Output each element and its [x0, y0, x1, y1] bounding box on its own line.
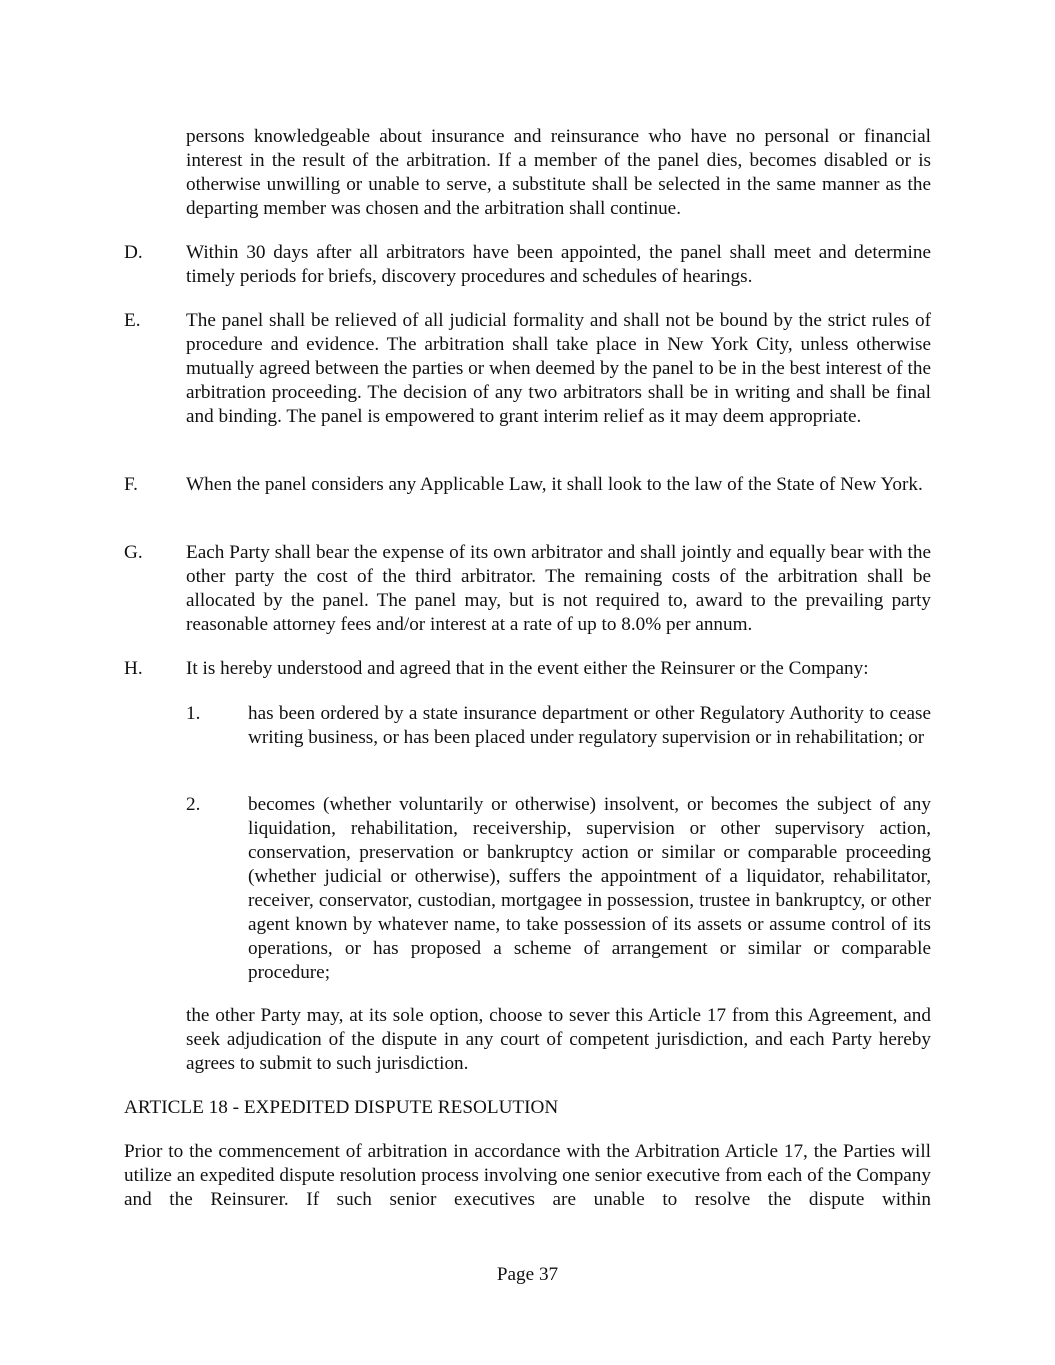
- sub-item-2-text: becomes (whether voluntarily or otherwise) insolvent, or becomes the subject of any liquidation, rehabilitation, receivership, supervision or other supervisory action, conservation, preservation or bankruptcy action or similar or comparable proceeding (whether judicial or otherwise), suffers the appointment of a liquidator, rehabilitator, receiver, conservator, custodian, mortgagee in possession, trustee in bankruptcy, or other agent known by whatever name, to take possession of its assets or assume control of its operations, or has proposed a scheme of arrangement or similar or comparable procedure;: [248, 794, 931, 983]
- item-f-text: When the panel considers any Applicable Law, it shall look to the law of the State of New York.: [186, 474, 923, 495]
- item-f-label: F.: [124, 474, 138, 495]
- intro-paragraph: persons knowledgeable about insurance and reinsurance who have no personal or financial interest in the result of the arbitration. If a member of the panel dies, becomes disabled or is otherwise unwilling or unable to serve, a substitute shall be selected in the same manner as the departing member was chosen and the arbitration shall continue.: [186, 126, 931, 219]
- item-g-text: Each Party shall bear the expense of its own arbitrator and shall jointly and equally bear with the other party the cost of the third arbitrator. The remaining costs of the arbitration shall be allocated by the panel. The panel may, but is not required to, award to the prevailing party reasonable attorney fees and/or interest at a rate of up to 8.0% per annum.: [186, 542, 931, 635]
- sub-item-2-label: 2.: [186, 794, 201, 815]
- item-d-label: D.: [124, 242, 143, 263]
- page-number: Page 37: [496, 1264, 559, 1285]
- article-heading: ARTICLE 18 - EXPEDITED DISPUTE RESOLUTION: [124, 1097, 559, 1118]
- sub-item-1-label: 1.: [186, 703, 201, 724]
- closing-paragraph: Prior to the commencement of arbitration in accordance with the Arbitration Article 17, the Parties will utilize an expedited dispute resolution process involving one senior executive from each of the Company and the Reinsurer. If such senior executives are unable to resolve the dispute within: [124, 1141, 931, 1210]
- item-h-text: It is hereby understood and agreed that in the event either the Reinsurer or the Company:: [186, 658, 869, 679]
- sub-item-1-text: has been ordered by a state insurance department or other Regulatory Authority to cease writing business, or has been placed under regulatory supervision or in rehabilitation; or: [248, 703, 931, 748]
- item-d-text: Within 30 days after all arbitrators have been appointed, the panel shall meet and determine timely periods for briefs, discovery procedures and schedules of hearings.: [186, 242, 931, 287]
- item-h-label: H.: [124, 658, 143, 679]
- trailer-paragraph: the other Party may, at its sole option, choose to sever this Article 17 from this Agreement, and seek adjudication of the dispute in any court of competent jurisdiction, and each Party hereby agrees to submit to such jurisdiction.: [186, 1005, 931, 1074]
- item-e-label: E.: [124, 310, 141, 331]
- item-g-label: G.: [124, 542, 143, 563]
- item-e-text: The panel shall be relieved of all judicial formality and shall not be bound by the strict rules of procedure and evidence. The arbitration shall take place in New York City, unless otherwise mutually agreed between the parties or when deemed by the panel to be in the best interest of the arbitration proceeding. The decision of any two arbitrators shall be in writing and shall be final and binding. The panel is empowered to grant interim relief as it may deem appropriate.: [186, 310, 931, 427]
